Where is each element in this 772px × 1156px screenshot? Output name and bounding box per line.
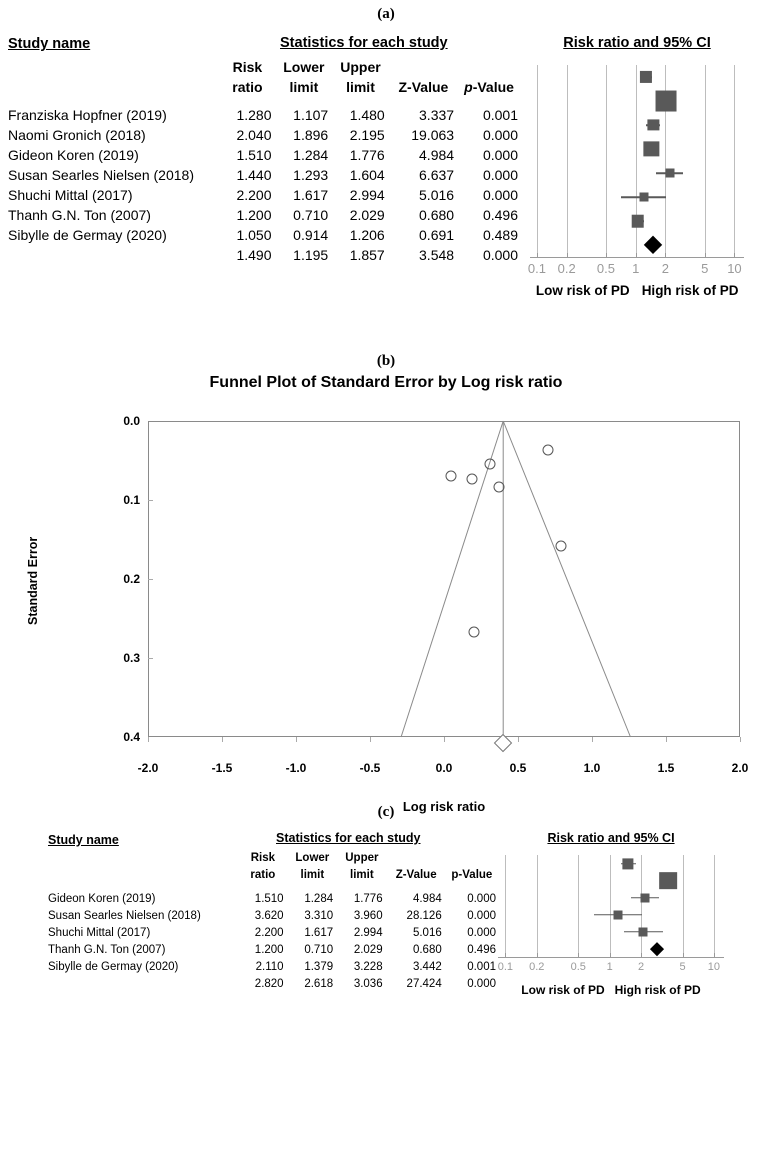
axis-tick <box>537 253 538 258</box>
gridline-0.2 <box>567 65 568 257</box>
axis-tick <box>606 253 607 258</box>
risk-ratio-cell: 1.200 <box>236 207 272 223</box>
axis-tick <box>567 253 568 258</box>
funnel-y-tick <box>148 579 153 580</box>
panel-plot-header: Risk ratio and 95% CI <box>547 831 675 845</box>
z-value-cell: 0.691 <box>419 227 455 243</box>
axis-label-high-risk: High risk of PD <box>614 983 701 997</box>
panel-a-forest-chart <box>527 35 764 325</box>
funnel-plot-title: Funnel Plot of Standard Error by Log risk ratio <box>209 374 563 391</box>
p-value-cell: 0.000 <box>467 927 496 939</box>
table-row <box>48 942 498 959</box>
study-name-cell: Susan Searles Nielsen (2018) <box>48 910 201 922</box>
panel-label-c: (c) <box>377 804 395 820</box>
subheader-risk-c: Risk <box>250 852 276 864</box>
funnel-plot-panel-b <box>0 374 772 814</box>
p-value-cell: 0.496 <box>467 944 496 956</box>
table-row <box>8 185 520 205</box>
funnel-x-axis-title: Log risk ratio <box>402 799 486 814</box>
funnel-y-tick <box>148 658 153 659</box>
study-name-cell: Gideon Koren (2019) <box>48 893 156 905</box>
risk-ratio-cell: 2.820 <box>254 978 284 990</box>
p-value-cell: 0.496 <box>482 207 518 223</box>
panel-c-subheader-row-2 <box>48 867 498 884</box>
panel-c-header-study-name: Study name <box>48 833 119 847</box>
table-row <box>48 908 498 925</box>
upper-limit-cell: 3.036 <box>353 978 383 990</box>
funnel-data-point <box>467 473 478 484</box>
gridline-0.1 <box>505 855 506 957</box>
funnel-x-tick <box>518 737 519 742</box>
axis-tick-label: 10 <box>707 961 721 973</box>
z-value-cell: 5.016 <box>419 187 455 203</box>
funnel-x-tick <box>148 737 149 742</box>
panel-c-header-statistics: Statistics for each study <box>276 831 421 845</box>
panel-a-subheader-row-1 <box>8 57 520 77</box>
panel-a-row-group <box>8 105 520 265</box>
table-row <box>8 225 520 245</box>
p-value-cell: 0.000 <box>482 127 518 143</box>
funnel-x-tick <box>666 737 667 742</box>
risk-ratio-cell: 1.200 <box>254 944 284 956</box>
subheader-ratio: ratio <box>232 79 263 95</box>
subheader-z-value: Z-Value <box>398 79 449 95</box>
effect-size-marker <box>639 193 648 202</box>
z-value-cell: 19.063 <box>411 127 455 143</box>
axis-tick-label: 0.1 <box>497 961 513 973</box>
risk-ratio-cell: 2.110 <box>255 961 284 973</box>
gridline-10 <box>734 65 735 257</box>
summary-row <box>8 245 520 265</box>
lower-limit-cell: 0.710 <box>293 207 329 223</box>
p-value-cell: 0.000 <box>482 187 518 203</box>
gridline-1 <box>610 855 611 957</box>
z-value-cell: 28.126 <box>406 910 442 922</box>
gridline-0.2 <box>537 855 538 957</box>
p-value-cell: 0.000 <box>467 910 496 922</box>
study-name-cell: Thanh G.N. Ton (2007) <box>48 944 166 956</box>
subheader-risk: Risk <box>232 59 263 75</box>
table-row <box>8 205 520 225</box>
panel-plot-header: Risk ratio and 95% CI <box>563 35 711 51</box>
subheader-p-value-c: p-Value <box>451 869 493 881</box>
z-value-cell: 3.548 <box>419 247 455 263</box>
p-rest: -Value <box>472 79 514 95</box>
axis-tick <box>665 253 666 258</box>
risk-ratio-cell: 1.510 <box>236 147 272 163</box>
table-row <box>8 165 520 185</box>
upper-limit-cell: 2.029 <box>349 207 385 223</box>
risk-ratio-cell: 1.280 <box>236 107 272 123</box>
subheader-lower-limit: limit <box>289 79 319 95</box>
z-value-cell: 3.337 <box>419 107 455 123</box>
lower-limit-cell: 1.293 <box>293 167 329 183</box>
z-value-cell: 4.984 <box>419 147 455 163</box>
funnel-x-tick-label: 1.0 <box>583 761 601 775</box>
study-name-cell <box>8 245 219 265</box>
axis-tick-label: 1 <box>632 261 640 276</box>
subheader-lower-limit-c: limit <box>300 869 325 881</box>
axis-tick <box>705 253 706 258</box>
gridline-10 <box>714 855 715 957</box>
risk-ratio-cell: 3.620 <box>254 910 284 922</box>
axis-tick <box>714 953 715 958</box>
subheader-upper-limit: limit <box>346 79 375 95</box>
effect-size-marker <box>665 169 674 178</box>
p-value-cell: 0.489 <box>482 227 518 243</box>
summary-diamond <box>643 236 662 255</box>
panel-a-table <box>8 35 520 265</box>
risk-ratio-cell: 1.050 <box>236 227 272 243</box>
subheader-upper: Upper <box>340 59 381 75</box>
upper-limit-cell: 1.480 <box>349 107 385 123</box>
funnel-x-tick <box>592 737 593 742</box>
table-row <box>48 959 498 976</box>
panel-a-subheader-row-2 <box>8 77 520 97</box>
table-row <box>8 145 520 165</box>
effect-size-marker <box>623 858 634 869</box>
funnel-x-tick-label: -2.0 <box>137 761 159 775</box>
panel-a-stats-table <box>8 57 520 265</box>
axis-tick-label: 0.5 <box>596 261 616 276</box>
panel-a-header-statistics: Statistics for each study <box>280 35 448 51</box>
axis-tick-label: 0.5 <box>570 961 586 973</box>
z-value-cell: 6.637 <box>419 167 455 183</box>
subheader-upper-c: Upper <box>345 852 379 864</box>
funnel-x-tick <box>222 737 223 742</box>
funnel-data-point <box>484 459 495 470</box>
risk-ratio-cell: 1.490 <box>236 247 272 263</box>
axis-tick <box>578 953 579 958</box>
effect-size-marker <box>639 927 648 936</box>
upper-limit-cell: 2.029 <box>353 944 383 956</box>
funnel-x-tick <box>296 737 297 742</box>
effect-size-marker <box>641 893 650 902</box>
funnel-x-tick-label: 0.5 <box>509 761 527 775</box>
funnel-data-point <box>446 471 457 482</box>
upper-limit-cell: 1.776 <box>353 893 383 905</box>
lower-limit-cell: 2.618 <box>304 978 334 990</box>
forest-plot-panel-a <box>0 23 772 353</box>
gridline-0.5 <box>606 65 607 257</box>
panel-c-forest-chart <box>497 831 748 997</box>
upper-limit-cell: 1.604 <box>349 167 385 183</box>
table-row <box>8 125 520 145</box>
upper-limit-cell: 2.994 <box>353 927 383 939</box>
effect-size-marker <box>631 215 644 228</box>
funnel-right-bound <box>503 421 630 737</box>
study-name-cell: Sibylle de Germay (2020) <box>48 961 179 973</box>
subheader-upper-limit-c: limit <box>350 869 374 881</box>
lower-limit-cell: 1.617 <box>293 187 329 203</box>
p-italic: p <box>464 79 473 95</box>
axis-label-low-risk: Low risk of PD <box>521 983 605 997</box>
axis-tick <box>610 953 611 958</box>
axis-tick <box>641 953 642 958</box>
gridline-2 <box>641 855 642 957</box>
p-value-cell: 0.000 <box>482 147 518 163</box>
panel-c-subheader-row-1 <box>48 850 498 867</box>
z-value-cell: 0.680 <box>419 207 455 223</box>
funnel-x-tick <box>740 737 741 742</box>
funnel-y-tick <box>148 500 153 501</box>
upper-limit-cell: 1.776 <box>349 147 385 163</box>
panel-c-table <box>48 831 498 993</box>
axis-line <box>498 957 724 958</box>
funnel-x-tick-label: -1.5 <box>211 761 233 775</box>
study-name-cell: Sibylle de Germay (2020) <box>8 227 167 243</box>
study-name-cell: Shuchi Mittal (2017) <box>8 187 133 203</box>
p-value-cell: 0.000 <box>467 893 496 905</box>
panel-c-row-group <box>48 891 498 993</box>
axis-tick-label: 0.1 <box>527 261 546 276</box>
funnel-y-axis-title: Standard Error <box>26 536 40 625</box>
study-name-cell: Thanh G.N. Ton (2007) <box>8 207 151 223</box>
subheader-lower-c: Lower <box>295 852 330 864</box>
funnel-x-tick-label: 0.0 <box>435 761 453 775</box>
funnel-y-tick-label: 0.1 <box>123 493 140 507</box>
summary-row <box>48 976 498 993</box>
upper-limit-cell: 2.994 <box>349 187 385 203</box>
risk-ratio-cell: 2.200 <box>254 927 284 939</box>
risk-ratio-cell: 2.040 <box>236 127 272 143</box>
funnel-data-point <box>493 481 504 492</box>
axis-tick-label: 5 <box>701 261 709 276</box>
axis-tick-label: 1 <box>606 961 613 973</box>
axis-line <box>530 257 744 258</box>
funnel-x-tick <box>370 737 371 742</box>
table-row <box>48 891 498 908</box>
panel-c-stats-table <box>48 850 498 993</box>
p-value-cell: 0.000 <box>482 247 518 263</box>
effect-size-marker <box>613 910 622 919</box>
axis-tick <box>505 953 506 958</box>
p-value-cell: 0.001 <box>482 107 518 123</box>
effect-size-marker <box>644 141 659 156</box>
study-name-cell: Susan Searles Nielsen (2018) <box>8 167 194 183</box>
funnel-x-tick-label: 2.0 <box>731 761 749 775</box>
p-value-cell: 0.000 <box>467 978 496 990</box>
funnel-data-point <box>468 626 479 637</box>
effect-size-marker <box>648 119 659 130</box>
axis-tick-label: 2 <box>661 261 670 276</box>
forest-plot-panel-c <box>0 821 772 1151</box>
lower-limit-cell: 1.284 <box>293 147 329 163</box>
axis-tick-label: 2 <box>637 961 645 973</box>
axis-tick-label: 0.2 <box>529 961 545 973</box>
z-value-cell: 0.680 <box>412 944 442 956</box>
lower-limit-cell: 1.379 <box>304 961 334 973</box>
funnel-x-tick <box>444 737 445 742</box>
lower-limit-cell: 1.195 <box>293 247 329 263</box>
axis-tick <box>683 953 684 958</box>
upper-limit-cell: 3.960 <box>353 910 383 922</box>
z-value-cell: 4.984 <box>412 893 442 905</box>
z-value-cell: 3.442 <box>412 961 442 973</box>
risk-ratio-cell: 1.510 <box>254 893 284 905</box>
funnel-x-tick-label: -1.0 <box>285 761 307 775</box>
gridline-5 <box>705 65 706 257</box>
gridline-0.1 <box>537 65 538 257</box>
panel-label-b: (b) <box>376 353 396 369</box>
funnel-data-point <box>542 445 553 456</box>
axis-tick <box>734 253 735 258</box>
upper-limit-cell: 1.857 <box>349 247 385 263</box>
funnel-y-tick-label: 0.4 <box>123 730 140 744</box>
lower-limit-cell: 0.710 <box>304 944 334 956</box>
funnel-x-tick-label: 1.5 <box>657 761 675 775</box>
effect-size-marker <box>640 71 652 83</box>
study-name-cell: Naomi Gronich (2018) <box>8 127 146 143</box>
funnel-data-point <box>555 540 566 551</box>
upper-limit-cell: 2.195 <box>349 127 385 143</box>
axis-tick-label: 5 <box>679 961 686 973</box>
axis-label-low-risk: Low risk of PD <box>535 283 630 298</box>
p-value-cell: 0.000 <box>482 167 518 183</box>
funnel-chart-area <box>0 374 772 814</box>
funnel-y-tick-label: 0.0 <box>123 414 140 428</box>
study-name-cell <box>48 976 238 993</box>
axis-label-high-risk: High risk of PD <box>641 283 739 298</box>
axis-tick-label: 10 <box>727 261 742 276</box>
lower-limit-cell: 1.284 <box>304 893 334 905</box>
study-name-cell: Franziska Hopfner (2019) <box>8 107 167 123</box>
panel-label-a: (a) <box>377 6 395 22</box>
lower-limit-cell: 1.896 <box>293 127 329 143</box>
gridline-0.5 <box>578 855 579 957</box>
effect-size-marker <box>659 872 677 890</box>
funnel-y-tick-label: 0.3 <box>123 651 140 665</box>
subheader-ratio-c: ratio <box>250 869 276 881</box>
panel-a-header-study-name: Study name <box>8 36 91 52</box>
risk-ratio-cell: 2.200 <box>236 187 272 203</box>
upper-limit-cell: 3.228 <box>353 961 383 973</box>
summary-diamond <box>650 942 664 956</box>
axis-tick <box>636 253 637 258</box>
lower-limit-cell: 3.310 <box>304 910 334 922</box>
axis-tick-label: 0.2 <box>557 261 576 276</box>
funnel-x-tick-label: -0.5 <box>359 761 381 775</box>
table-row <box>48 925 498 942</box>
subheader-lower: Lower <box>283 59 325 75</box>
effect-size-marker <box>656 91 677 112</box>
p-value-cell: 0.001 <box>467 961 496 973</box>
table-row <box>8 105 520 125</box>
funnel-y-tick-label: 0.2 <box>123 572 140 586</box>
z-value-cell: 5.016 <box>412 927 442 939</box>
lower-limit-cell: 0.914 <box>293 227 329 243</box>
study-name-cell: Gideon Koren (2019) <box>8 147 139 163</box>
gridline-1 <box>636 65 637 257</box>
gridline-5 <box>683 855 684 957</box>
study-name-cell: Shuchi Mittal (2017) <box>48 927 151 939</box>
upper-limit-cell: 1.206 <box>349 227 385 243</box>
axis-tick <box>537 953 538 958</box>
subheader-z-value-c: Z-Value <box>395 869 437 881</box>
lower-limit-cell: 1.617 <box>304 927 334 939</box>
subheader-p-value <box>458 77 520 97</box>
lower-limit-cell: 1.107 <box>293 107 329 123</box>
z-value-cell: 27.424 <box>406 978 442 990</box>
risk-ratio-cell: 1.440 <box>236 167 272 183</box>
